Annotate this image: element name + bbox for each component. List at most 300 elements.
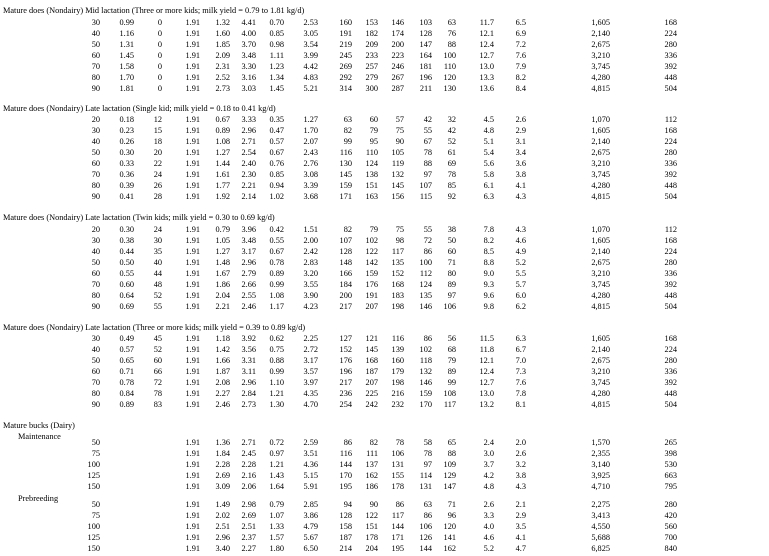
cell-dmi-pct: 2.79 xyxy=(241,269,256,278)
cell-cp-4: 170 xyxy=(419,400,432,409)
table-row xyxy=(0,268,769,279)
cell-vitamin-d: 336 xyxy=(664,269,677,278)
cell-calcium: 11.8 xyxy=(479,345,494,354)
cell-milk-yield-or-daily-gain: 0.57 xyxy=(119,345,134,354)
cell-me: 4.42 xyxy=(303,62,318,71)
cell-cp-5: 117 xyxy=(443,400,456,409)
cell-cp-3: 232 xyxy=(391,400,404,409)
table-row xyxy=(0,136,769,147)
cell-cp-2: 122 xyxy=(365,247,378,256)
cell-weight-gain: 72 xyxy=(153,378,162,387)
cell-body-weight: 60 xyxy=(91,269,100,278)
cell-cp-2: 151 xyxy=(365,522,378,531)
cell-phosphorus: 6.2 xyxy=(515,302,526,311)
cell-milk-yield-or-daily-gain: 0.65 xyxy=(119,356,134,365)
table-row xyxy=(0,301,769,312)
cell-dmi-kg: 1.42 xyxy=(215,345,230,354)
cell-cp-3: 198 xyxy=(391,378,404,387)
cell-cp-1: 99 xyxy=(343,137,352,146)
cell-cp-5: 141 xyxy=(443,533,456,542)
cell-cp-5: 60 xyxy=(447,247,456,256)
cell-calcium: 13.2 xyxy=(479,400,494,409)
cell-cp-3: 179 xyxy=(391,367,404,376)
cell-cp-4: 144 xyxy=(419,544,432,553)
cell-cp-2: 137 xyxy=(365,460,378,469)
cell-cp-4: 97 xyxy=(423,170,432,179)
cell-cp-4: 196 xyxy=(419,73,432,82)
cell-vitamin-d: 280 xyxy=(664,500,677,509)
cell-cp-4: 107 xyxy=(419,181,432,190)
cell-cp-4: 181 xyxy=(419,62,432,71)
cell-dmi-pct: 2.54 xyxy=(241,148,256,157)
cell-me: 3.68 xyxy=(303,192,318,201)
cell-cp-3: 57 xyxy=(395,115,404,124)
cell-milk-yield-or-daily-gain: 0.23 xyxy=(119,126,134,135)
cell-cp-1: 63 xyxy=(343,115,352,124)
cell-tdn: 0.67 xyxy=(269,247,284,256)
cell-dmi-pct: 3.48 xyxy=(241,236,256,245)
cell-vitamin-a: 1,070 xyxy=(591,225,610,234)
cell-dmi-pct: 2.96 xyxy=(241,378,256,387)
cell-dmi-pct: 2.14 xyxy=(241,192,256,201)
cell-dmi-pct: 2.73 xyxy=(241,400,256,409)
cell-calcium: 7.8 xyxy=(483,225,494,234)
cell-calcium: 3.3 xyxy=(483,511,494,520)
cell-body-weight: 80 xyxy=(91,181,100,190)
cell-phosphorus: 7.9 xyxy=(515,62,526,71)
table-row xyxy=(0,437,769,448)
cell-cp-2: 187 xyxy=(365,367,378,376)
cell-phosphorus: 5.7 xyxy=(515,280,526,289)
cell-cp-5: 99 xyxy=(447,378,456,387)
cell-tdn: 0.85 xyxy=(269,170,284,179)
cell-body-weight: 125 xyxy=(87,533,100,542)
table-row xyxy=(0,543,769,554)
cell-dmi-pct: 2.98 xyxy=(241,500,256,509)
cell-milk-yield-or-daily-gain: 0.30 xyxy=(119,148,134,157)
cell-cp-5: 32 xyxy=(447,115,456,124)
cell-tdn: 0.47 xyxy=(269,126,284,135)
cell-dmi-index: 1.91 xyxy=(185,522,200,531)
cell-cp-2: 178 xyxy=(365,533,378,542)
section-title: Mature does (Nondairy) Late lactation (Single kid; milk yield = 0.18 to 0.41 kg/d) xyxy=(3,104,276,113)
cell-cp-5: 110 xyxy=(443,62,456,71)
cell-cp-1: 236 xyxy=(339,389,352,398)
cell-vitamin-a: 1,605 xyxy=(591,126,610,135)
cell-vitamin-d: 168 xyxy=(664,18,677,27)
cell-vitamin-d: 224 xyxy=(664,29,677,38)
cell-cp-2: 95 xyxy=(369,137,378,146)
cell-dmi-index: 1.91 xyxy=(185,291,200,300)
cell-body-weight: 50 xyxy=(91,500,100,509)
table-row xyxy=(0,224,769,235)
cell-dmi-pct: 3.33 xyxy=(241,115,256,124)
cell-tdn: 1.02 xyxy=(269,192,284,201)
cell-me: 2.07 xyxy=(303,137,318,146)
cell-phosphorus: 2.9 xyxy=(515,511,526,520)
cell-cp-2: 207 xyxy=(365,302,378,311)
cell-cp-3: 178 xyxy=(391,482,404,491)
table-row xyxy=(0,257,769,268)
cell-calcium: 9.6 xyxy=(483,291,494,300)
cell-vitamin-a: 2,355 xyxy=(591,449,610,458)
cell-vitamin-d: 392 xyxy=(664,62,677,71)
cell-cp-5: 65 xyxy=(447,438,456,447)
table-row xyxy=(0,521,769,532)
table-row xyxy=(0,61,769,72)
section-title: Mature does (Nondairy) Late lactation (Three or more kids; milk yield = 0.39 to 0.89 kg/d) xyxy=(3,323,306,332)
cell-phosphorus: 5.2 xyxy=(515,258,526,267)
table-row xyxy=(0,158,769,169)
cell-cp-3: 216 xyxy=(391,389,404,398)
table-row xyxy=(0,399,769,410)
cell-cp-2: 111 xyxy=(366,449,378,458)
cell-vitamin-d: 420 xyxy=(664,511,677,520)
cell-me: 1.27 xyxy=(303,115,318,124)
cell-dmi-kg: 1.48 xyxy=(215,258,230,267)
cell-vitamin-a: 2,140 xyxy=(591,247,610,256)
cell-calcium: 8.8 xyxy=(483,258,494,267)
cell-dmi-kg: 2.21 xyxy=(215,302,230,311)
cell-vitamin-a: 3,413 xyxy=(591,511,610,520)
cell-me: 2.83 xyxy=(303,258,318,267)
cell-body-weight: 75 xyxy=(91,449,100,458)
cell-cp-1: 170 xyxy=(339,471,352,480)
cell-me: 4.79 xyxy=(303,522,318,531)
cell-cp-4: 55 xyxy=(423,225,432,234)
cell-dmi-kg: 0.79 xyxy=(215,225,230,234)
cell-cp-4: 106 xyxy=(419,522,432,531)
cell-dmi-index: 1.91 xyxy=(185,438,200,447)
table-row xyxy=(0,448,769,459)
cell-tdn: 1.11 xyxy=(269,51,284,60)
cell-cp-2: 186 xyxy=(365,482,378,491)
cell-cp-3: 198 xyxy=(391,302,404,311)
cell-cp-4: 63 xyxy=(423,500,432,509)
cell-cp-5: 79 xyxy=(447,356,456,365)
cell-cp-2: 279 xyxy=(365,73,378,82)
cell-me: 6.50 xyxy=(303,544,318,553)
cell-vitamin-a: 1,070 xyxy=(591,115,610,124)
cell-cp-5: 78 xyxy=(447,170,456,179)
cell-body-weight: 70 xyxy=(91,62,100,71)
cell-dmi-pct: 3.48 xyxy=(241,51,256,60)
cell-me: 3.90 xyxy=(303,291,318,300)
cell-vitamin-a: 3,140 xyxy=(591,460,610,469)
cell-cp-1: 159 xyxy=(339,181,352,190)
cell-cp-5: 130 xyxy=(443,84,456,93)
cell-milk-yield-or-daily-gain: 0.30 xyxy=(119,225,134,234)
cell-dmi-index: 1.91 xyxy=(185,500,200,509)
table-row xyxy=(0,459,769,470)
cell-cp-5: 68 xyxy=(447,345,456,354)
cell-calcium: 13.6 xyxy=(479,84,494,93)
cell-cp-1: 200 xyxy=(339,291,352,300)
cell-cp-2: 153 xyxy=(365,18,378,27)
cell-me: 5.67 xyxy=(303,533,318,542)
cell-body-weight: 40 xyxy=(91,345,100,354)
cell-phosphorus: 4.9 xyxy=(515,247,526,256)
cell-dmi-pct: 2.71 xyxy=(241,137,256,146)
cell-phosphorus: 3.2 xyxy=(515,460,526,469)
cell-cp-1: 82 xyxy=(343,126,352,135)
cell-cp-5: 42 xyxy=(447,126,456,135)
table-row xyxy=(0,235,769,246)
cell-milk-yield-or-daily-gain: 0.89 xyxy=(119,400,134,409)
cell-vitamin-d: 280 xyxy=(664,40,677,49)
cell-dmi-kg: 1.92 xyxy=(215,192,230,201)
cell-tdn: 0.88 xyxy=(269,356,284,365)
cell-cp-4: 124 xyxy=(419,280,432,289)
cell-weight-gain: 52 xyxy=(153,291,162,300)
cell-cp-1: 145 xyxy=(339,170,352,179)
cell-calcium: 4.6 xyxy=(483,533,494,542)
cell-weight-gain: 0 xyxy=(157,84,162,93)
cell-cp-5: 129 xyxy=(443,471,456,480)
cell-weight-gain: 30 xyxy=(153,236,162,245)
cell-phosphorus: 7.6 xyxy=(515,51,526,60)
cell-dmi-kg: 1.84 xyxy=(215,449,230,458)
cell-cp-5: 56 xyxy=(447,334,456,343)
cell-cp-4: 146 xyxy=(419,378,432,387)
cell-milk-yield-or-daily-gain: 0.36 xyxy=(119,170,134,179)
cell-dmi-index: 1.91 xyxy=(185,247,200,256)
cell-dmi-kg: 1.86 xyxy=(215,280,230,289)
cell-phosphorus: 5.5 xyxy=(515,269,526,278)
cell-body-weight: 80 xyxy=(91,73,100,82)
cell-cp-5: 109 xyxy=(443,460,456,469)
cell-tdn: 1.23 xyxy=(269,62,284,71)
cell-weight-gain: 48 xyxy=(153,280,162,289)
cell-tdn: 1.08 xyxy=(269,291,284,300)
cell-milk-yield-or-daily-gain: 1.31 xyxy=(119,40,134,49)
cell-tdn: 1.21 xyxy=(269,389,284,398)
table-row xyxy=(0,377,769,388)
cell-me: 2.25 xyxy=(303,334,318,343)
cell-vitamin-d: 112 xyxy=(664,225,677,234)
cell-dmi-index: 1.91 xyxy=(185,482,200,491)
table-row xyxy=(0,344,769,355)
cell-tdn: 0.94 xyxy=(269,181,284,190)
cell-calcium: 8.5 xyxy=(483,247,494,256)
cell-vitamin-a: 2,675 xyxy=(591,356,610,365)
cell-dmi-kg: 1.27 xyxy=(215,148,230,157)
cell-calcium: 2.6 xyxy=(483,500,494,509)
cell-cp-5: 108 xyxy=(443,389,456,398)
cell-cp-4: 159 xyxy=(419,389,432,398)
cell-cp-5: 38 xyxy=(447,225,456,234)
cell-vitamin-d: 224 xyxy=(664,247,677,256)
cell-cp-4: 102 xyxy=(419,345,432,354)
cell-cp-5: 71 xyxy=(447,258,456,267)
cell-cp-1: 107 xyxy=(339,236,352,245)
cell-dmi-pct: 3.11 xyxy=(241,367,256,376)
cell-cp-3: 98 xyxy=(395,236,404,245)
cell-body-weight: 90 xyxy=(91,302,100,311)
cell-cp-4: 114 xyxy=(419,471,432,480)
cell-milk-yield-or-daily-gain: 0.39 xyxy=(119,181,134,190)
cell-milk-yield-or-daily-gain: 0.33 xyxy=(119,159,134,168)
cell-body-weight: 90 xyxy=(91,400,100,409)
cell-weight-gain: 0 xyxy=(157,62,162,71)
cell-cp-2: 204 xyxy=(365,544,378,553)
cell-dmi-pct: 3.17 xyxy=(241,247,256,256)
cell-cp-5: 61 xyxy=(447,148,456,157)
cell-dmi-kg: 3.40 xyxy=(215,544,230,553)
cell-cp-4: 100 xyxy=(419,258,432,267)
cell-body-weight: 50 xyxy=(91,356,100,365)
cell-cp-1: 184 xyxy=(339,280,352,289)
cell-cp-2: 110 xyxy=(365,148,378,157)
cell-tdn: 0.35 xyxy=(269,115,284,124)
cell-milk-yield-or-daily-gain: 1.58 xyxy=(119,62,134,71)
cell-cp-2: 163 xyxy=(365,192,378,201)
cell-cp-1: 128 xyxy=(339,511,352,520)
cell-me: 2.76 xyxy=(303,159,318,168)
cell-cp-1: 171 xyxy=(339,192,352,201)
cell-dmi-kg: 1.36 xyxy=(215,438,230,447)
cell-body-weight: 70 xyxy=(91,280,100,289)
cell-cp-4: 164 xyxy=(419,51,432,60)
cell-dmi-kg: 1.49 xyxy=(215,500,230,509)
cell-tdn: 1.33 xyxy=(269,522,284,531)
cell-vitamin-d: 448 xyxy=(664,181,677,190)
cell-calcium: 13.0 xyxy=(479,62,494,71)
cell-tdn: 0.99 xyxy=(269,367,284,376)
cell-milk-yield-or-daily-gain: 0.78 xyxy=(119,378,134,387)
cell-vitamin-d: 795 xyxy=(664,482,677,491)
cell-dmi-kg: 2.31 xyxy=(215,62,230,71)
cell-me: 3.99 xyxy=(303,51,318,60)
cell-dmi-index: 1.91 xyxy=(185,84,200,93)
cell-cp-5: 120 xyxy=(443,522,456,531)
cell-tdn: 0.62 xyxy=(269,334,284,343)
cell-me: 3.05 xyxy=(303,29,318,38)
table-row xyxy=(0,83,769,94)
cell-body-weight: 50 xyxy=(91,40,100,49)
cell-calcium: 12.7 xyxy=(479,378,494,387)
cell-cp-4: 103 xyxy=(419,18,432,27)
cell-body-weight: 50 xyxy=(91,438,100,447)
cell-tdn: 0.70 xyxy=(269,18,284,27)
cell-me: 1.51 xyxy=(303,225,318,234)
cell-weight-gain: 0 xyxy=(157,51,162,60)
cell-dmi-kg: 2.02 xyxy=(215,511,230,520)
cell-cp-2: 257 xyxy=(365,62,378,71)
cell-dmi-index: 1.91 xyxy=(185,115,200,124)
cell-body-weight: 20 xyxy=(91,225,100,234)
cell-phosphorus: 8.1 xyxy=(515,400,526,409)
cell-cp-4: 211 xyxy=(419,84,432,93)
section-title: Mature does (Nondairy) Late lactation (Twin kids; milk yield = 0.30 to 0.69 kg/d) xyxy=(3,213,275,222)
cell-tdn: 0.79 xyxy=(269,500,284,509)
cell-dmi-index: 1.91 xyxy=(185,345,200,354)
cell-calcium: 6.3 xyxy=(483,192,494,201)
cell-cp-3: 195 xyxy=(391,544,404,553)
table-row xyxy=(0,290,769,301)
cell-cp-1: 314 xyxy=(339,84,352,93)
cell-cp-4: 97 xyxy=(423,460,432,469)
cell-vitamin-a: 2,275 xyxy=(591,500,610,509)
cell-dmi-index: 1.91 xyxy=(185,225,200,234)
cell-milk-yield-or-daily-gain: 0.99 xyxy=(119,18,134,27)
cell-weight-gain: 0 xyxy=(157,40,162,49)
cell-milk-yield-or-daily-gain: 1.81 xyxy=(119,84,134,93)
cell-cp-2: 138 xyxy=(365,170,378,179)
cell-cp-3: 156 xyxy=(391,192,404,201)
cell-weight-gain: 78 xyxy=(153,389,162,398)
cell-phosphorus: 4.6 xyxy=(515,236,526,245)
cell-dmi-pct: 4.41 xyxy=(241,18,256,27)
cell-cp-4: 112 xyxy=(419,269,432,278)
cell-cp-3: 246 xyxy=(391,62,404,71)
cell-body-weight: 100 xyxy=(87,460,100,469)
cell-cp-2: 79 xyxy=(369,126,378,135)
cell-dmi-index: 1.91 xyxy=(185,192,200,201)
cell-vitamin-d: 265 xyxy=(664,438,677,447)
table-row xyxy=(0,510,769,521)
cell-dmi-index: 1.91 xyxy=(185,137,200,146)
cell-cp-4: 78 xyxy=(423,449,432,458)
cell-milk-yield-or-daily-gain: 0.50 xyxy=(119,258,134,267)
cell-calcium: 6.1 xyxy=(483,181,494,190)
cell-body-weight: 40 xyxy=(91,137,100,146)
cell-cp-1: 94 xyxy=(343,500,352,509)
cell-body-weight: 20 xyxy=(91,115,100,124)
cell-body-weight: 30 xyxy=(91,126,100,135)
cell-cp-3: 171 xyxy=(391,533,404,542)
cell-calcium: 13.3 xyxy=(479,73,494,82)
cell-cp-2: 233 xyxy=(365,51,378,60)
cell-dmi-kg: 2.27 xyxy=(215,389,230,398)
cell-me: 5.15 xyxy=(303,471,318,480)
cell-cp-3: 160 xyxy=(391,356,404,365)
cell-vitamin-a: 4,815 xyxy=(591,192,610,201)
cell-vitamin-a: 4,280 xyxy=(591,181,610,190)
cell-dmi-index: 1.91 xyxy=(185,471,200,480)
cell-body-weight: 70 xyxy=(91,378,100,387)
cell-cp-2: 60 xyxy=(369,115,378,124)
cell-calcium: 13.0 xyxy=(479,389,494,398)
cell-vitamin-a: 3,210 xyxy=(591,269,610,278)
cell-cp-2: 168 xyxy=(365,356,378,365)
cell-dmi-pct: 2.27 xyxy=(241,544,256,553)
cell-dmi-kg: 1.61 xyxy=(215,170,230,179)
cell-body-weight: 90 xyxy=(91,84,100,93)
cell-phosphorus: 3.4 xyxy=(515,148,526,157)
cell-dmi-index: 1.91 xyxy=(185,280,200,289)
cell-cp-3: 135 xyxy=(391,258,404,267)
cell-cp-2: 121 xyxy=(365,334,378,343)
cell-cp-5: 80 xyxy=(447,269,456,278)
cell-tdn: 1.10 xyxy=(269,378,284,387)
cell-cp-4: 128 xyxy=(419,29,432,38)
cell-vitamin-a: 2,140 xyxy=(591,29,610,38)
group-label: Prebreeding xyxy=(18,494,59,503)
cell-dmi-index: 1.91 xyxy=(185,181,200,190)
cell-milk-yield-or-daily-gain: 1.16 xyxy=(119,29,134,38)
cell-cp-4: 42 xyxy=(423,115,432,124)
cell-milk-yield-or-daily-gain: 0.41 xyxy=(119,192,134,201)
cell-cp-4: 55 xyxy=(423,126,432,135)
cell-dmi-pct: 2.55 xyxy=(241,291,256,300)
section-title: Mature bucks (Dairy) xyxy=(3,421,75,430)
cell-dmi-kg: 2.96 xyxy=(215,533,230,542)
cell-vitamin-a: 1,570 xyxy=(591,438,610,447)
cell-vitamin-a: 3,925 xyxy=(591,471,610,480)
cell-vitamin-a: 4,280 xyxy=(591,73,610,82)
cell-cp-5: 147 xyxy=(443,482,456,491)
